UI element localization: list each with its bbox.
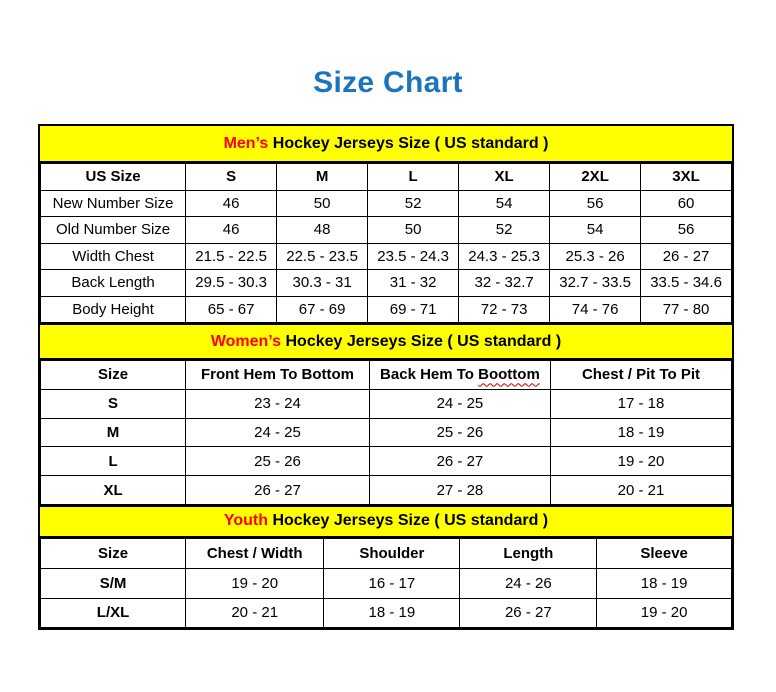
table-row [41,476,732,505]
row-label: XL [41,476,186,505]
table-cell: 33.5 - 34.6 [641,270,732,297]
men-header-row [41,164,732,191]
women-banner-text: Hockey Jerseys Size ( US standard ) [281,332,562,350]
table-cell: 24 - 25 [369,389,550,418]
table-cell: 50 [368,217,459,244]
table-row [41,568,732,598]
column-header: L [368,164,459,191]
table-cell: 19 - 20 [550,447,731,476]
row-label: S/M [41,568,186,598]
youth-section-banner [40,505,732,538]
table-cell: 25 - 26 [369,418,550,447]
table-cell: 65 - 67 [186,296,277,323]
men-section-banner [40,126,732,163]
table-cell: 19 - 20 [597,598,732,628]
table-cell: 24.3 - 25.3 [459,243,550,270]
row-label: L [41,447,186,476]
column-header: Chest / Pit To Pit [550,361,731,390]
row-label: L/XL [41,598,186,628]
column-header: Sleeve [597,538,732,568]
table-cell: 18 - 19 [597,568,732,598]
table-cell: 67 - 69 [277,296,368,323]
women-section-banner [40,323,732,360]
table-row [41,447,732,476]
table-cell: 46 [186,217,277,244]
column-header: 3XL [641,164,732,191]
table-cell: 24 - 26 [460,568,597,598]
table-cell: 21.5 - 22.5 [186,243,277,270]
table-cell: 23 - 24 [186,389,370,418]
row-label: New Number Size [41,190,186,217]
table-cell: 52 [459,217,550,244]
column-header: Length [460,538,597,568]
youth-banner-highlight: Youth [223,512,268,530]
table-cell: 54 [550,217,641,244]
table-row [41,418,732,447]
column-header-text: Back Hem To [380,366,479,384]
table-cell: 18 - 19 [550,418,731,447]
table-cell: 50 [277,190,368,217]
row-label: Back Length [41,270,186,297]
table-row [41,243,732,270]
row-label: Body Height [41,296,186,323]
men-banner-highlight: Men’s [223,134,269,152]
column-header: Size [41,538,186,568]
table-row [41,296,732,323]
table-cell: 56 [550,190,641,217]
table-cell: 77 - 80 [641,296,732,323]
row-label: Old Number Size [41,217,186,244]
women-header-row [41,361,732,390]
column-header: US Size [41,164,186,191]
column-header: Chest / Width [186,538,324,568]
table-cell: 20 - 21 [550,476,731,505]
men-size-table [40,163,732,323]
table-cell: 26 - 27 [460,598,597,628]
women-size-table [40,360,732,505]
table-cell: 20 - 21 [186,598,324,628]
misspelled-word-squiggle: Boottom [478,366,540,384]
table-cell: 32.7 - 33.5 [550,270,641,297]
table-row [41,217,732,244]
table-cell: 54 [459,190,550,217]
table-cell: 16 - 17 [324,568,460,598]
table-row [41,270,732,297]
table-cell: 24 - 25 [186,418,370,447]
youth-size-table [40,538,732,628]
column-header: Front Hem To Bottom [186,361,370,390]
table-cell: 18 - 19 [324,598,460,628]
women-banner-highlight: Women’s [210,332,282,350]
row-label: S [41,389,186,418]
table-cell: 30.3 - 31 [277,270,368,297]
table-cell: 69 - 71 [368,296,459,323]
size-chart-container [38,124,734,630]
page-title: Size Chart [313,66,463,99]
table-cell: 56 [641,217,732,244]
table-cell: 46 [186,190,277,217]
table-cell: 26 - 27 [369,447,550,476]
column-header: Shoulder [324,538,460,568]
table-cell: 29.5 - 30.3 [186,270,277,297]
table-cell: 60 [641,190,732,217]
table-cell: 22.5 - 23.5 [277,243,368,270]
table-cell: 25.3 - 26 [550,243,641,270]
table-cell: 17 - 18 [550,389,731,418]
row-label: Width Chest [41,243,186,270]
youth-header-row [41,538,732,568]
table-cell: 52 [368,190,459,217]
column-header: S [186,164,277,191]
men-banner-text: Hockey Jerseys Size ( US standard ) [268,134,549,152]
row-label: M [41,418,186,447]
table-row [41,190,732,217]
table-cell: 72 - 73 [459,296,550,323]
column-header: Size [41,361,186,390]
column-header: M [277,164,368,191]
table-cell: 74 - 76 [550,296,641,323]
table-cell: 26 - 27 [186,476,370,505]
table-cell: 19 - 20 [186,568,324,598]
table-cell: 23.5 - 24.3 [368,243,459,270]
table-row [41,389,732,418]
table-cell: 25 - 26 [186,447,370,476]
table-cell: 31 - 32 [368,270,459,297]
youth-banner-text: Hockey Jerseys Size ( US standard ) [268,512,549,530]
table-cell: 26 - 27 [641,243,732,270]
table-row [41,598,732,628]
table-cell: 48 [277,217,368,244]
table-cell: 27 - 28 [369,476,550,505]
column-header: 2XL [550,164,641,191]
column-header [369,361,550,390]
column-header: XL [459,164,550,191]
table-cell: 32 - 32.7 [459,270,550,297]
